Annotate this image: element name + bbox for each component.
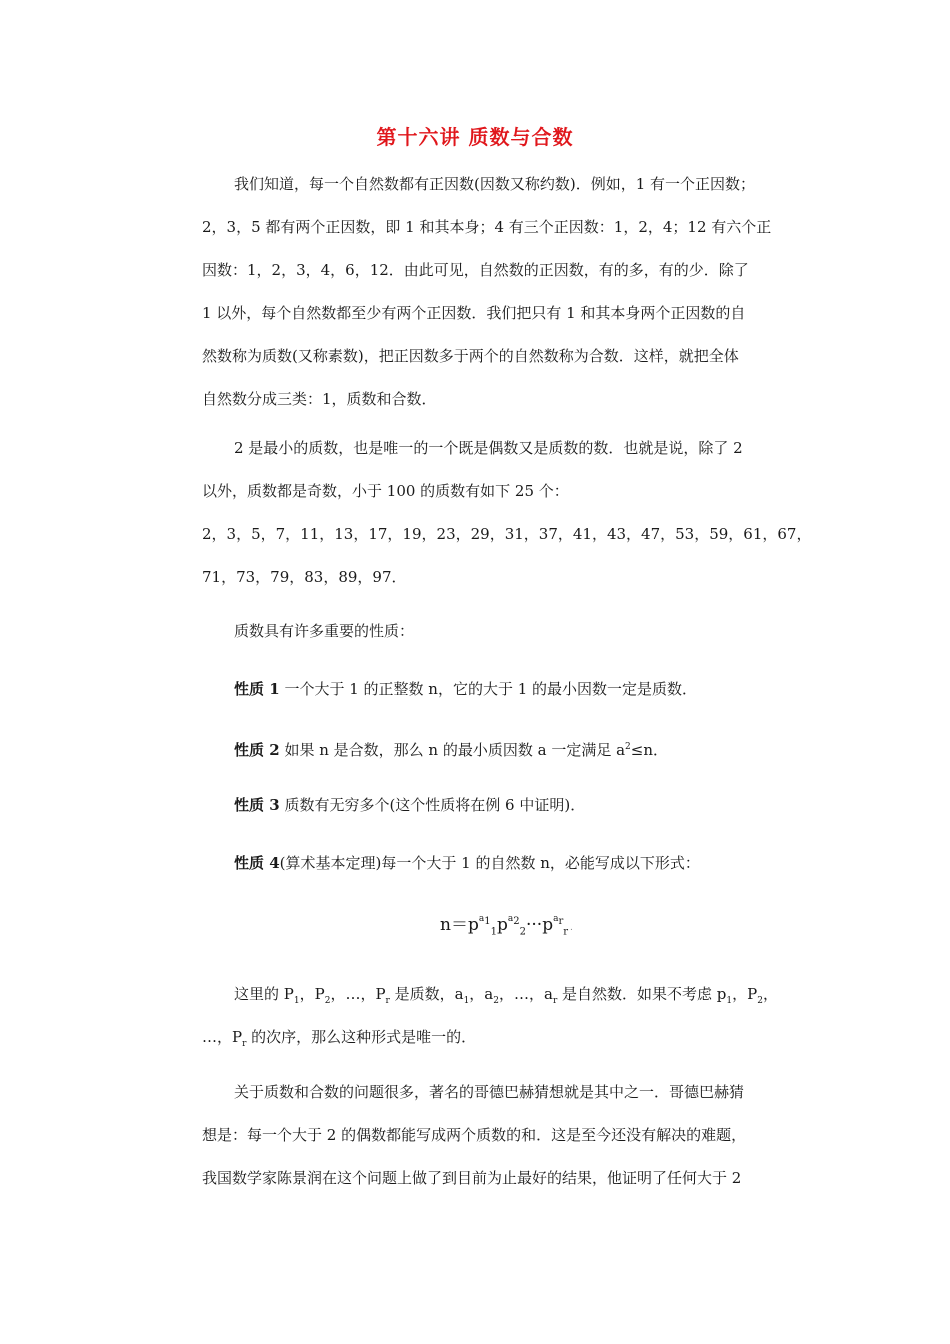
text-line: 因数：1，2，3，4，6，12．由此可见，自然数的正因数，有的多，有的少．除了 — [202, 261, 749, 279]
text-line: 2，3，5 都有两个正因数，即 1 和其本身；4 有三个正因数：1，2，4；12 有六个正 — [202, 218, 772, 236]
page-title: 第十六讲 质数与合数 — [376, 125, 574, 149]
text-line: 自然数分成三类：1，质数和合数． — [202, 390, 437, 408]
property-text: 一个大于 1 的正整数 n，它的大于 1 的最小因数一定是质数． — [279, 680, 698, 698]
factorization-formula: $n=p^{a_1}_1p^{a_2}_2\cdot\cdot\cdot p^{a_r}_r$ . — [440, 914, 573, 938]
superscript: 2 — [625, 742, 631, 752]
property-label: 性质 4 — [234, 854, 280, 872]
paragraph-explanation: 这里的 $P_1$，$P_2$，…，$P_r$ 是质数，$a_1$，$a_2$，…，$a_r$ 是自然数．如果不考虑 $p_1$，$P_2$， …，$P_r$ 的次序，那么这种形式是唯一的． — [202, 985, 778, 1049]
paragraph-properties-intro — [202, 610, 802, 653]
property-text: 如果 n 是合数，那么 n 的最小质因数 a 一定满足 a — [279, 741, 626, 759]
property-text: (算术基本定理)每一个大于 1 的自然数 n，必能写成以下形式： — [279, 854, 700, 872]
text-line: 1 以外，每个自然数都至少有两个正因数．我们把只有 1 和其本身两个正因数的自 — [202, 304, 746, 322]
text-line: 关于质数和合数的问题很多，著名的哥德巴赫猜想就是其中之一．哥德巴赫猜 — [234, 1083, 745, 1101]
paragraph-primes — [202, 427, 812, 599]
text-line: 我们知道，每一个自然数都有正因数(因数又称约数)．例如，1 有一个正因数； — [234, 175, 756, 193]
property-text: ≤n． — [630, 741, 668, 759]
property-3 — [202, 784, 802, 827]
property-label: 性质 3 — [234, 796, 280, 814]
paragraph-intro — [202, 163, 802, 421]
paragraph-goldbach — [202, 1071, 802, 1200]
text-line: 想是：每一个大于 2 的偶数都能写成两个质数的和．这是至今还没有解决的难题， — [202, 1126, 747, 1144]
text-line: 2，3，5，7，11，13，17，19，23，29，31，37，41，43，47，53，59，61，67， — [202, 525, 812, 543]
text-line: 2 是最小的质数，也是唯一的一个既是偶数又是质数的数．也就是说，除了 2 — [234, 439, 743, 457]
property-4 — [202, 842, 802, 885]
text-line: 我国数学家陈景润在这个问题上做了到目前为止最好的结果，他证明了任何大于 2 — [202, 1169, 742, 1187]
property-text: 质数有无穷多个(这个性质将在例 6 中证明)． — [279, 796, 586, 814]
property-2 — [202, 726, 802, 769]
property-label: 性质 2 — [234, 741, 280, 759]
text-line: 以外，质数都是奇数，小于 100 的质数有如下 25 个： — [202, 482, 569, 500]
property-label: 性质 1 — [234, 680, 280, 698]
text-line: 然数称为质数(又称素数)，把正因数多于两个的自然数称为合数．这样，就把全体 — [202, 347, 739, 365]
property-1 — [202, 668, 802, 711]
text-line: 质数具有许多重要的性质： — [234, 622, 415, 640]
text-line: 71，73，79，83，89，97． — [202, 568, 407, 586]
